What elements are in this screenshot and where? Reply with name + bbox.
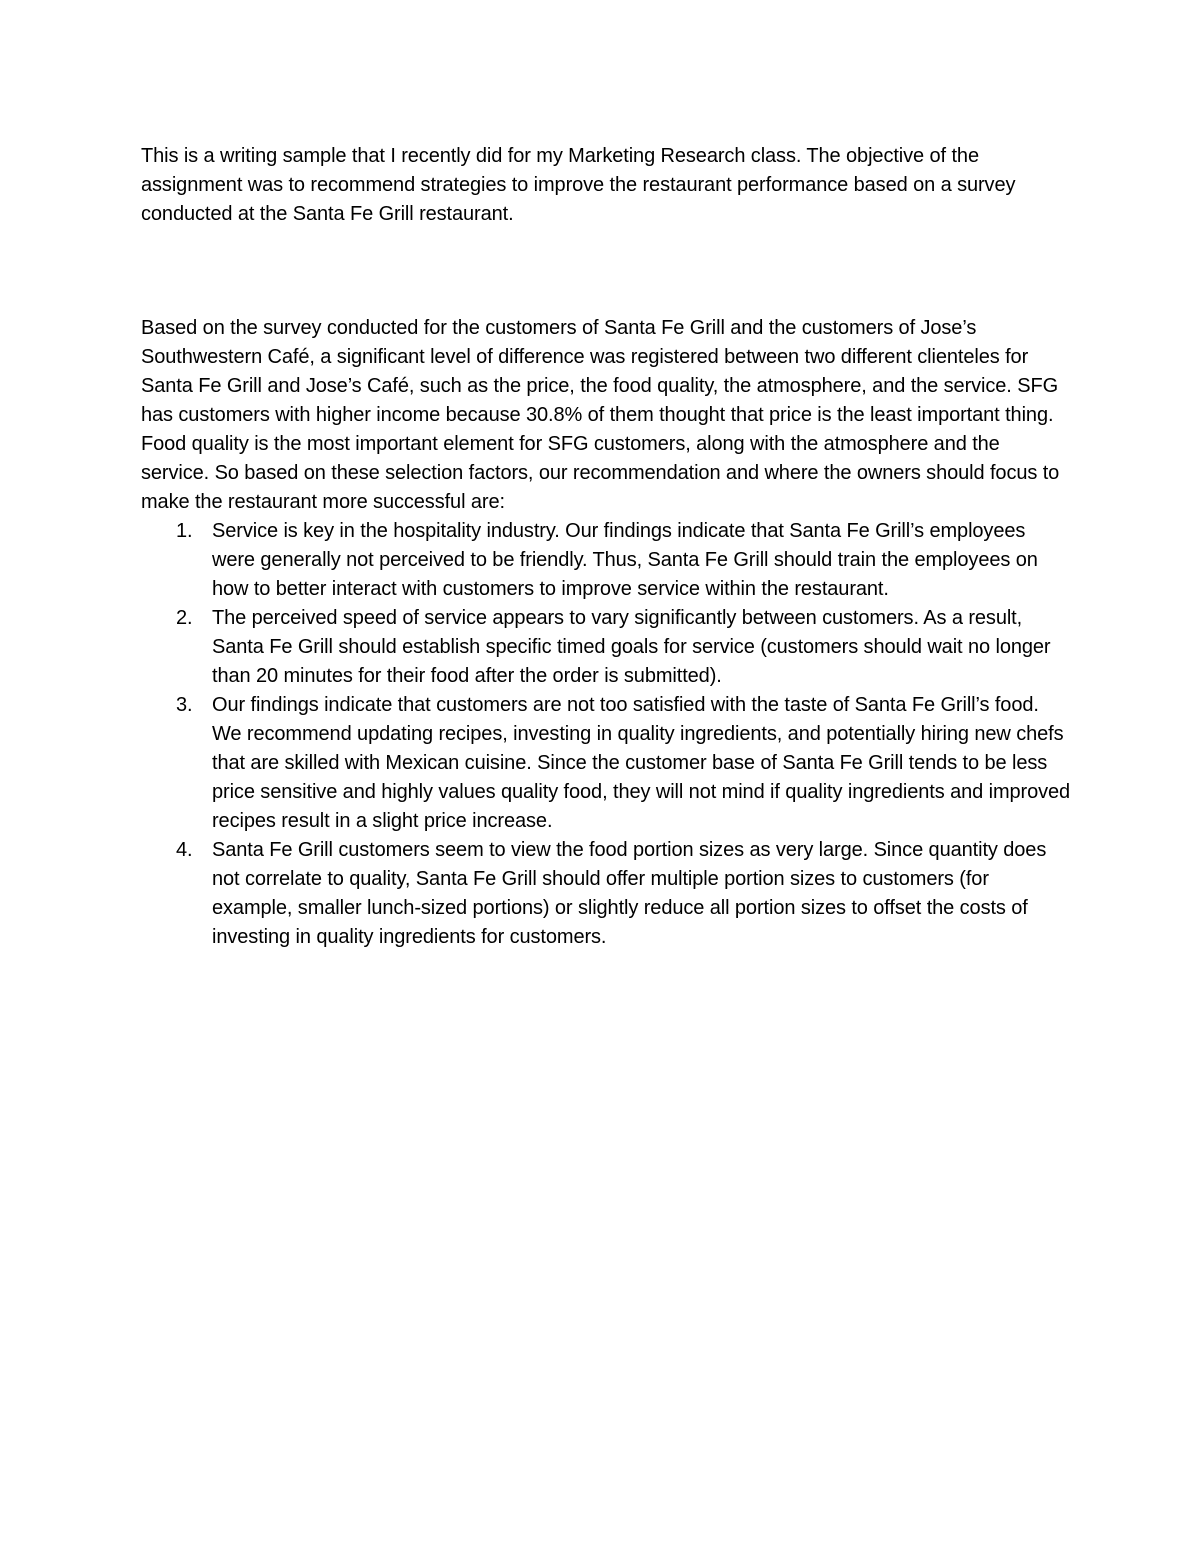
list-item — [141, 517, 1071, 604]
recommendations-list — [141, 517, 1071, 952]
body-paragraph: Based on the survey conducted for the customers of Santa Fe Grill and the customers of Jose’s Southwestern Café, a significant level of difference was registered between two different clienteles for Santa Fe Grill and Jose’s Café, such as the price, the food quality, the atmosphere, and the service. SFG has customers with higher income because 30.8% of them thought that price is the least important thing. Food quality is the most important element for SFG customers, along with the atmosphere and the service. So based on these selection factors, our recommendation and where the owners should focus to make the restaurant more successful are: — [141, 317, 1060, 513]
list-item — [141, 604, 1071, 691]
list-item-number: 3. — [176, 694, 193, 716]
list-item-text: Service is key in the hospitality industry. Our findings indicate that Santa Fe Grill’s employees were generally not perceived to be friendly. Thus, Santa Fe Grill should train the employees on how to better interact with customers to improve service within the restaurant. — [212, 520, 1038, 600]
list-item-number: 1. — [176, 520, 193, 542]
document-page — [141, 142, 1071, 952]
list-item-text: The perceived speed of service appears to vary significantly between customers. As a result, Santa Fe Grill should establish specific timed goals for service (customers should wait no longer than 20 minutes for their food after the order is submitted). — [212, 607, 1051, 687]
list-item — [141, 691, 1071, 836]
list-item-number: 2. — [176, 607, 193, 629]
list-item-text: Our findings indicate that customers are not too satisfied with the taste of Santa Fe Grill’s food. We recommend updating recipes, investing in quality ingredients, and potentially hiring new chefs that are skilled with Mexican cuisine. Since the customer base of Santa Fe Grill tends to be less price sensitive and highly values quality food, they will not mind if quality ingredients and improved recipes result in a slight price increase. — [212, 694, 1071, 832]
list-item-number: 4. — [176, 839, 193, 861]
list-item — [141, 836, 1071, 952]
intro-paragraph: This is a writing sample that I recently did for my Marketing Research class. The objective of the assignment was to recommend strategies to improve the restaurant performance based on a survey conducted at the Santa Fe Grill restaurant. — [141, 145, 1016, 225]
list-item-text: Santa Fe Grill customers seem to view the food portion sizes as very large. Since quantity does not correlate to quality, Santa Fe Grill should offer multiple portion sizes to customers (for example, smaller lunch-sized portions) or slightly reduce all portion sizes to offset the costs of investing in quality ingredients for customers. — [212, 839, 1047, 948]
